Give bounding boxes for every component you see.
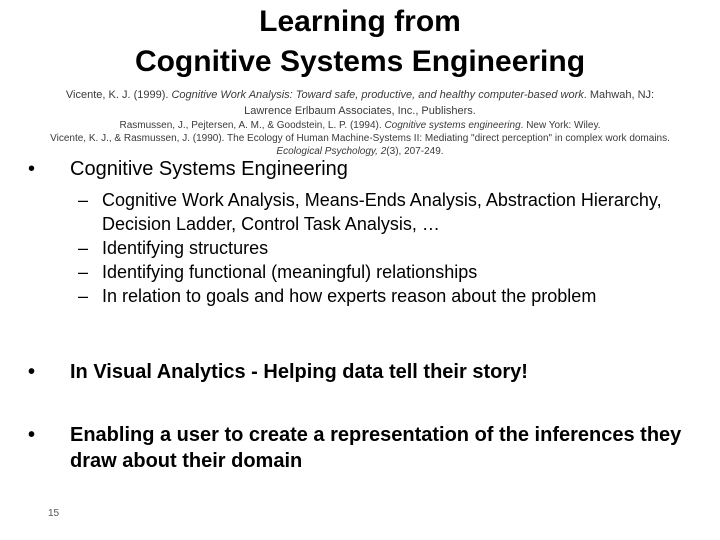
sub-bullet-item	[78, 236, 688, 260]
reference-authors: Vicente, K. J., & Rasmussen, J. (1990). The Ecology of Human Machine-Systems II: Mediating "direct perception" in complex work domains.	[50, 133, 670, 144]
bullet-marker: •	[28, 158, 36, 180]
dash-marker: –	[78, 238, 89, 258]
reference-rasmussen-1994	[20, 119, 700, 132]
reference-work-title: Cognitive systems engineering	[384, 120, 521, 131]
reference-authors: Rasmussen, J., Pejtersen, A. M., & Goodstein, L. P. (1994).	[119, 120, 385, 131]
dash-marker: –	[78, 262, 89, 282]
dash-marker: –	[78, 190, 89, 210]
sub-bullet-item	[78, 188, 688, 236]
reference-vicente-1990	[20, 132, 700, 158]
bullet-text: Cognitive Systems Engineering	[70, 158, 348, 180]
sub-bullet-text: Identifying functional (meaningful) relationships	[102, 262, 478, 282]
sub-bullet-item	[78, 284, 688, 308]
reference-authors: Vicente, K. J. (1999).	[65, 89, 172, 101]
reference-publisher: . New York: Wiley.	[520, 120, 601, 131]
references	[20, 87, 700, 158]
bullet-enabling-user	[28, 422, 688, 474]
sub-bullet-list	[78, 188, 688, 308]
reference-issue-pages: (3), 207-249.	[386, 146, 444, 157]
bullet-text: Enabling a user to create a representation of the inferences they draw about their domain	[70, 424, 682, 472]
sub-bullet-text: Cognitive Work Analysis, Means-Ends Analysis, Abstraction Hierarchy, Decision Ladder, Control Task Analysis, …	[102, 190, 662, 234]
title-line-1: Learning from	[259, 5, 461, 38]
bullet-text: In Visual Analytics - Helping data tell their story!	[70, 361, 528, 383]
bullet-marker: •	[28, 361, 36, 383]
bullet-cognitive-systems-engineering	[28, 156, 688, 182]
reference-work-title: Cognitive Work Analysis: Toward safe, productive, and healthy computer-based work	[171, 89, 584, 101]
slide-title	[60, 2, 660, 82]
reference-vicente-1999	[20, 87, 700, 119]
title-line-2: Cognitive Systems Engineering	[134, 45, 586, 78]
sub-bullet-text: Identifying structures	[102, 238, 269, 258]
reference-journal: Ecological Psychology, 2	[276, 146, 387, 157]
reference-publisher: . Mahwah, NJ: Lawrence Erlbaum Associates, Inc., Publishers.	[244, 89, 655, 117]
sub-bullet-text: In relation to goals and how experts reason about the problem	[102, 286, 597, 306]
page-number: 15	[48, 508, 60, 519]
sub-bullet-item	[78, 260, 688, 284]
dash-marker: –	[78, 286, 89, 306]
bullet-marker: •	[28, 424, 36, 446]
bullet-visual-analytics	[28, 359, 688, 385]
